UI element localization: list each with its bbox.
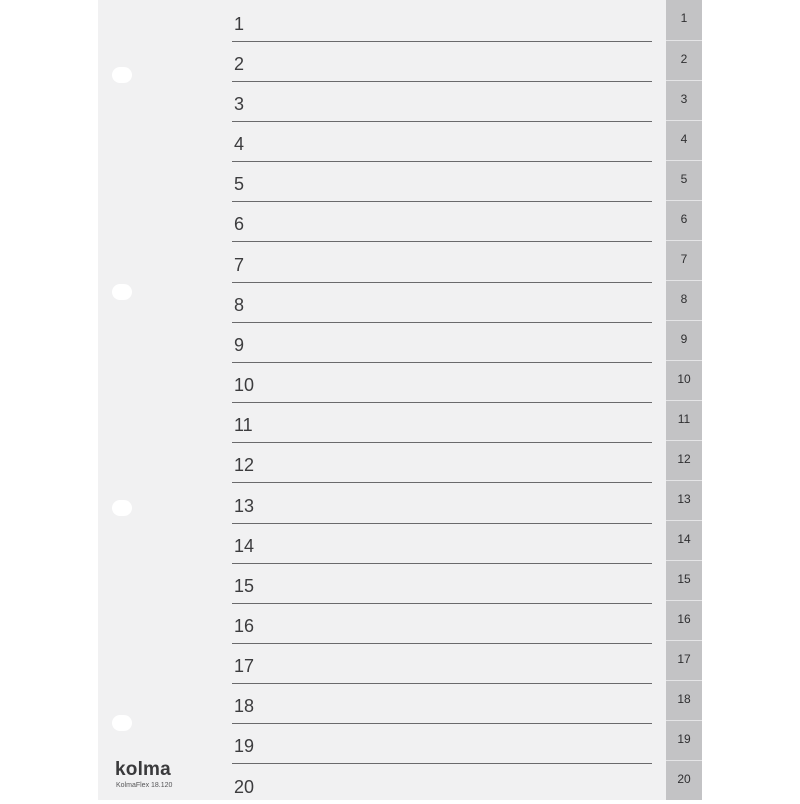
tab-label: 16: [677, 612, 691, 626]
index-tab[interactable]: [666, 40, 702, 80]
tab-label: 5: [680, 172, 688, 186]
index-entry[interactable]: [232, 283, 652, 323]
punch-hole: [112, 67, 132, 83]
entry-number: 14: [234, 536, 255, 556]
entry-number: 11: [234, 415, 253, 435]
entry-number: 19: [234, 736, 255, 756]
entry-number: 6: [234, 214, 245, 234]
index-entry[interactable]: [232, 443, 652, 483]
entry-number: 18: [234, 696, 255, 716]
index-tab[interactable]: [666, 600, 702, 640]
tab-label: 6: [680, 212, 688, 226]
tab-label: 10: [677, 372, 691, 386]
index-tab[interactable]: [666, 680, 702, 720]
tab-label: 9: [680, 332, 688, 346]
index-tab[interactable]: [666, 400, 702, 440]
entry-number: 7: [234, 255, 245, 275]
index-tab[interactable]: [666, 120, 702, 160]
index-tab[interactable]: [666, 320, 702, 360]
index-entry[interactable]: [232, 42, 652, 82]
index-tab[interactable]: [666, 160, 702, 200]
entry-number: 10: [234, 375, 255, 395]
tab-label: 12: [677, 452, 691, 466]
tab-label: 20: [677, 772, 691, 786]
entry-number: 4: [234, 134, 245, 154]
tab-label: 17: [677, 652, 691, 666]
entry-number: 1: [234, 14, 245, 34]
product-model-label: KolmaFlex 18.120: [116, 782, 173, 789]
index-tab[interactable]: [666, 200, 702, 240]
entry-number: 5: [234, 174, 245, 194]
index-entry[interactable]: [232, 82, 652, 122]
index-tab[interactable]: [666, 520, 702, 560]
index-tab[interactable]: [666, 360, 702, 400]
punch-hole: [112, 500, 132, 516]
index-entry[interactable]: [232, 243, 652, 283]
tab-label: 7: [680, 252, 688, 266]
tab-label: 4: [680, 132, 688, 146]
tab-label: 13: [677, 492, 691, 506]
index-entry[interactable]: [232, 323, 652, 363]
index-entry[interactable]: [232, 484, 652, 524]
index-tab[interactable]: [666, 240, 702, 280]
entry-number: 15: [234, 576, 255, 596]
entry-number: 8: [234, 295, 245, 315]
index-tab[interactable]: [666, 760, 702, 800]
index-entry[interactable]: [232, 202, 652, 242]
index-entry[interactable]: [232, 122, 652, 162]
entry-number: 2: [234, 54, 245, 74]
index-entry[interactable]: [232, 162, 652, 202]
entry-number: 3: [234, 94, 245, 114]
tab-label: 2: [680, 52, 688, 66]
index-tab[interactable]: [666, 560, 702, 600]
tab-label: 15: [677, 572, 691, 586]
index-entry[interactable]: [232, 604, 652, 644]
index-tab[interactable]: [666, 80, 702, 120]
tab-label: 19: [677, 732, 691, 746]
index-entry[interactable]: [232, 363, 652, 403]
tab-label: 11: [677, 412, 691, 426]
index-entry[interactable]: [232, 403, 652, 443]
tab-label: 14: [677, 532, 691, 546]
index-entry[interactable]: [232, 2, 652, 42]
index-entry[interactable]: [232, 724, 652, 764]
index-tab[interactable]: [666, 0, 702, 40]
index-tab[interactable]: [666, 440, 702, 480]
entry-number: 12: [234, 455, 255, 475]
index-tab[interactable]: [666, 720, 702, 760]
entry-number: 20: [234, 777, 255, 797]
punch-hole: [112, 715, 132, 731]
brand-logo: kolma: [115, 759, 171, 780]
tab-label: 1: [680, 11, 688, 25]
entry-number: 17: [234, 656, 255, 676]
index-tab-strip: [666, 0, 702, 800]
entry-number: 9: [234, 335, 245, 355]
entry-number: 13: [234, 496, 255, 516]
entry-number: 16: [234, 616, 255, 636]
index-entry[interactable]: [232, 564, 652, 604]
tab-label: 8: [680, 292, 688, 306]
index-entry[interactable]: [232, 764, 652, 804]
tab-label: 3: [680, 92, 688, 106]
index-entry[interactable]: [232, 644, 652, 684]
index-tab[interactable]: [666, 480, 702, 520]
punch-hole: [112, 284, 132, 300]
index-tab[interactable]: [666, 640, 702, 680]
tab-label: 18: [677, 692, 691, 706]
index-tab[interactable]: [666, 280, 702, 320]
index-entry[interactable]: [232, 684, 652, 724]
index-entry[interactable]: [232, 524, 652, 564]
